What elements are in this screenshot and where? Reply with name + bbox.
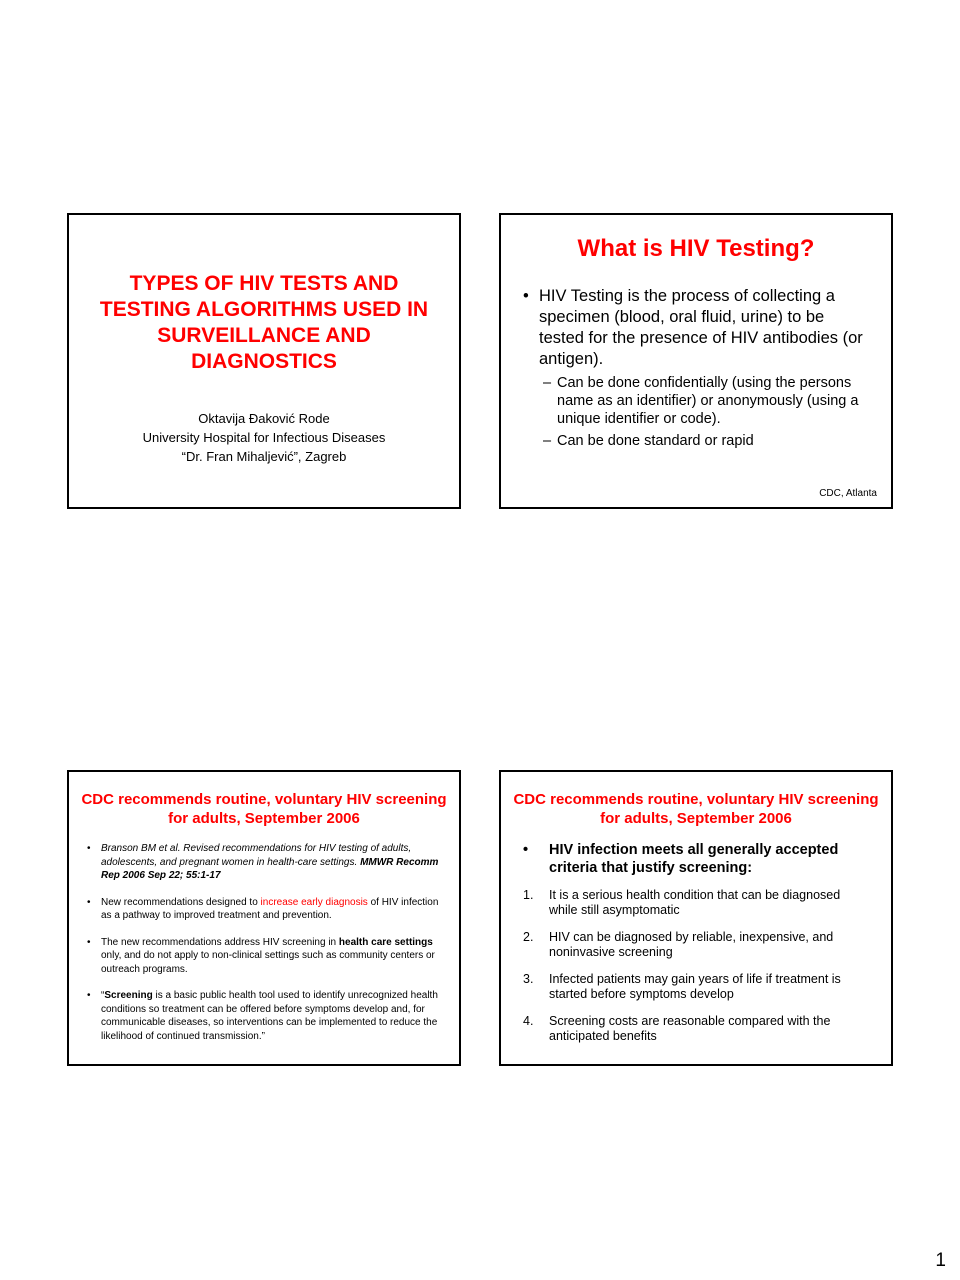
item-number: 3. (523, 972, 534, 986)
item-text: Infected patients may gain years of life if treatment is started before symptoms develop (549, 972, 841, 1001)
item-text: HIV can be diagnosed by reliable, inexpensive, and noninvasive screening (549, 930, 834, 959)
slide-1-author (79, 409, 449, 466)
item-text: Screening costs are reasonable compared with the anticipated benefits (549, 1014, 831, 1043)
slide-2-credit: CDC, Atlanta (819, 488, 877, 499)
list-item (83, 936, 439, 977)
bold-text: health care settings (338, 936, 433, 948)
highlight-text: increase early diagnosis (260, 896, 368, 908)
numbered-item (521, 972, 869, 1001)
bullet-marker: • (523, 842, 529, 858)
slide-3 (67, 770, 461, 1066)
numbered-item (521, 888, 869, 917)
bullet-text: is a basic public health tool used to identify unrecognized health conditions so treatment can be offered before symptoms develop and, for communicable diseases, so interventions can be implemented to reduce the likelihood of continued transmission.” (101, 990, 438, 1042)
bullet-text: New recommendations designed to (101, 896, 261, 908)
bullet-marker: • (87, 896, 91, 908)
slide-2-body (521, 286, 873, 450)
slide-4-title: CDC recommends routine, voluntary HIV screening for adults, September 2006 (513, 791, 879, 827)
bullet-marker: • (523, 287, 529, 305)
lead-text: HIV infection meets all generally accepted criteria that justify screening: (549, 842, 839, 876)
dash-marker: – (543, 375, 552, 391)
numbered-item (521, 930, 869, 959)
quote-open: “ (101, 990, 105, 1001)
main-bullet (521, 286, 873, 370)
main-bullet-text: HIV Testing is the process of collecting a specimen (blood, oral fluid, urine) to be tested for the presence of HIV antibodies (or antigen). (539, 287, 863, 368)
sub-bullet (521, 432, 873, 450)
slide-1 (67, 213, 461, 509)
page-number: 1 (935, 1250, 946, 1271)
numbered-item (521, 1014, 869, 1043)
item-number: 2. (523, 930, 534, 944)
bullet-marker: • (87, 990, 91, 1001)
author-institution: University Hospital for Infectious Diseases (142, 430, 386, 445)
bold-text: Screening (104, 990, 153, 1001)
slide-4-body (521, 841, 869, 1056)
slide-2-title: What is HIV Testing? (577, 235, 815, 262)
list-item (83, 842, 439, 883)
lead-bullet (521, 841, 869, 877)
slide-1-title: TYPES OF HIV TESTS AND TESTING ALGORITHMS USED IN SURVEILLANCE AND DIAGNOSTICS (99, 272, 429, 373)
bullet-marker: • (87, 936, 91, 948)
author-name: Oktavija Đaković Rode (198, 411, 330, 426)
list-item (83, 989, 439, 1043)
list-item (83, 896, 439, 923)
item-number: 1. (523, 888, 534, 902)
reference-citation: Branson BM et al. Revised recommendations for HIV testing of adults, adolescents, and pregnant women in health-care settings. (101, 843, 412, 868)
bullet-marker: • (87, 843, 91, 854)
bullet-text: The new recommendations address HIV screening in (101, 936, 339, 948)
item-number: 4. (523, 1014, 534, 1028)
slide-4 (499, 770, 893, 1066)
bullet-text: only, and do not apply to non-clinical settings such as community centers or outreach programs. (101, 950, 435, 975)
slide-2 (499, 213, 893, 509)
sub-bullet-text: Can be done standard or rapid (557, 433, 754, 449)
dash-marker: – (543, 433, 552, 449)
slide-3-body (83, 842, 439, 1056)
slide-3-title: CDC recommends routine, voluntary HIV screening for adults, September 2006 (81, 791, 447, 827)
sub-bullet-text: Can be done confidentially (using the persons name as an identifier) or anonymously (using a unique identifier or code). (557, 375, 859, 427)
bullet-text: of HIV infection as a pathway to improved treatment and prevention. (101, 896, 439, 921)
reference-source: MMWR Recomm Rep 2006 Sep 22; 55:1-17 (101, 856, 439, 881)
author-hospital-name: “Dr. Fran Mihaljević”, Zagreb (181, 449, 347, 464)
sub-bullet (521, 374, 873, 428)
item-text: It is a serious health condition that can be diagnosed while still asymptomatic (549, 888, 841, 917)
